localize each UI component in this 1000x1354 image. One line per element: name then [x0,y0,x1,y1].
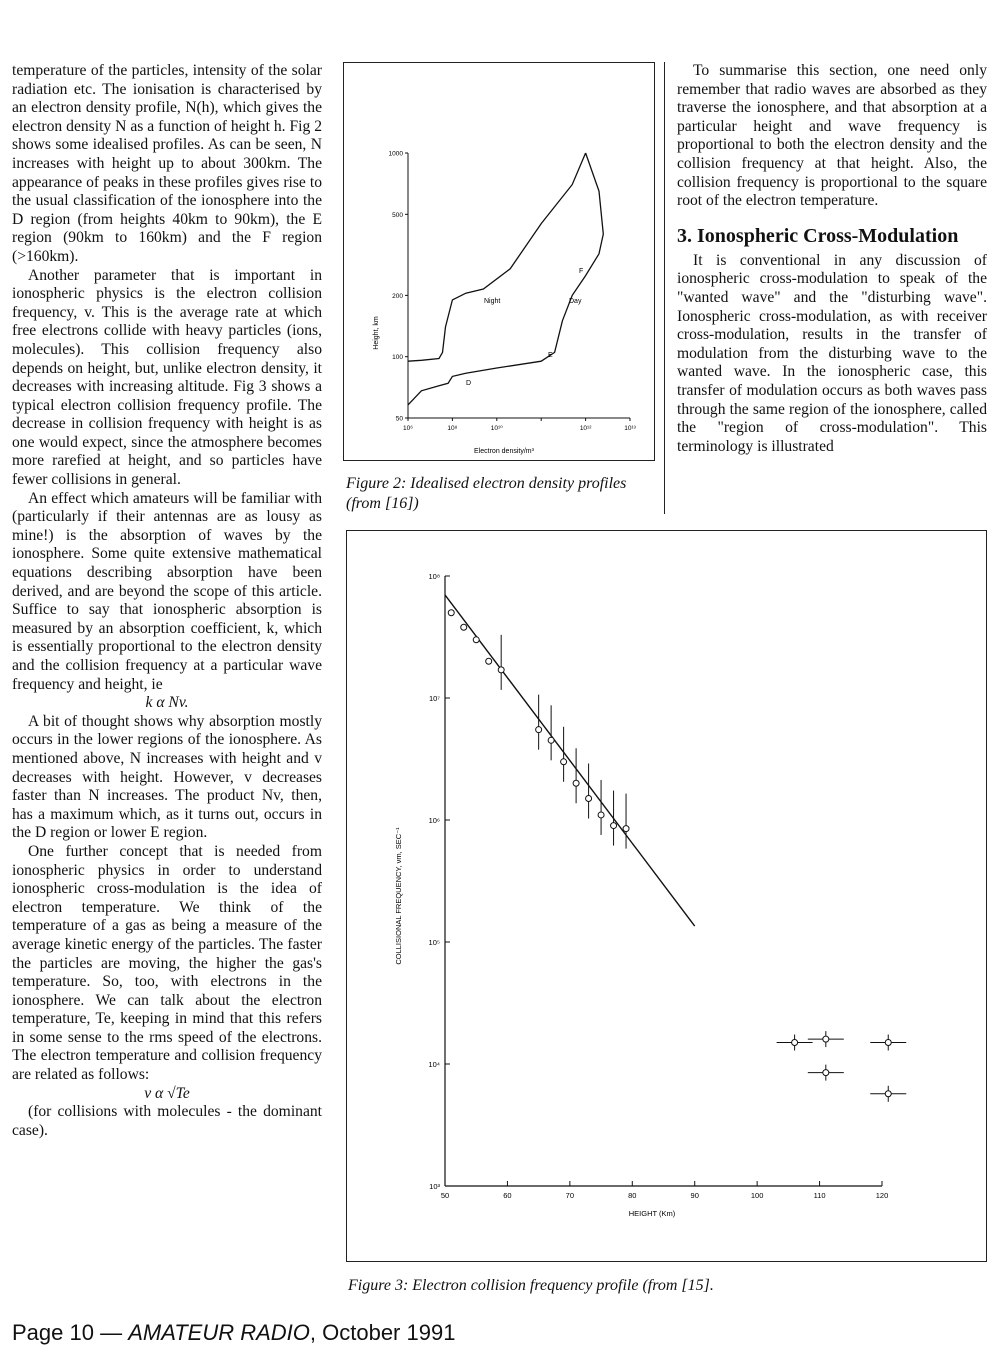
paragraph: A bit of thought shows why absorption mostly occurs in the lower regions of the ionosphere. As mentioned above, N increases with height and v decreases with height. However, v decreases faster than N increases. The product Nv, then, has a maximum which, as it turns out, occurs in the D region or lower E region. [12,712,322,842]
x-tick-label: 90 [690,1191,699,1200]
data-point [536,727,542,733]
y-tick-label: 50 [395,415,403,423]
data-point [461,624,467,630]
column-divider [664,62,665,514]
e-label: E [548,352,553,359]
y-axis-label: COLLISIONAL FREQUENCY, νm, SEC⁻¹ [394,827,403,965]
paragraph: An effect which amateurs will be familiar with (particularly if their antennas are as lousy as mine!) is the absorption of waves by the ionosphere. Some quite extensive mathematical equations describing absorption have been derived, and are beyond the scope of this article. Suffice to say that ionospheric absorption is measured by an absorption coefficient, k, which is essentially proportional to the electron density and the collision frequency at a particular wave frequency and height, ie [12,489,322,693]
y-tick-label: 10⁵ [428,938,440,947]
x-axis-label: Electron density/m³ [474,448,534,455]
x-tick-label: 10¹² [579,425,592,432]
y-tick-label: 10⁶ [428,816,440,825]
x-tick-label: 70 [565,1191,575,1200]
profile-curve-night [408,153,586,361]
data-point [823,1036,829,1042]
issue-date: , October 1991 [309,1320,456,1345]
x-tick-label: 50 [440,1191,450,1200]
x-tick-label: 110 [813,1191,826,1200]
data-point [498,667,504,673]
x-tick-label: 10¹³ [624,425,636,432]
data-point [885,1040,891,1046]
data-point [792,1040,798,1046]
data-point [823,1070,829,1076]
figure-3-chart [347,531,986,1261]
magazine-name: AMATEUR RADIO [128,1320,310,1345]
formula: v α √Te [144,1084,190,1102]
y-tick-label: 10⁷ [428,694,440,703]
y-tick-label: 1000 [388,150,403,158]
x-tick-label: 80 [628,1191,637,1200]
y-tick-label: 200 [392,292,403,300]
figure-3-caption: Figure 3: Electron collision frequency profile (from [15]. [348,1277,714,1294]
data-point [486,658,492,664]
y-tick-label: 100 [392,354,403,362]
profile-curve-day [408,153,603,405]
y-tick-label: 10⁴ [428,1060,440,1069]
x-tick-label: 100 [750,1191,764,1200]
y-tick-label: 10⁸ [428,572,440,581]
data-point [623,826,629,832]
f-label: F [579,268,584,275]
paragraph: To summarise this section, one need only remember that radio waves are absorbed as they traverse the ionosphere, and that absorption at a particular height and wave frequency is proportional to both the electron density and the collision frequency at that height. Also, the collision frequency is proportional to the square root of the electron temperature. [677,62,987,210]
data-point [448,610,454,616]
data-point [586,796,592,802]
section-heading: 3. Ionospheric Cross-Modulation [677,224,959,247]
page-footer [12,1320,455,1346]
right-column [677,62,987,456]
x-tick-label: 10¹⁰ [490,425,503,432]
data-point [885,1091,891,1097]
figure-2-chart [344,63,654,460]
x-axis-label: HEIGHT (Km) [628,1209,676,1218]
data-point [548,737,554,743]
figure-2 [343,62,655,461]
y-tick-label: 10³ [429,1182,440,1191]
paragraph: (for collisions with molecules - the dominant case). [12,1103,322,1139]
data-point [473,637,479,643]
paragraph: temperature of the particles, intensity of the solar radiation etc. The ionisation is characterised by an electron density profile, N(h), which gives the electron density N as a function of height h. Fig 2 shows some idealised profiles. As can be seen, N increases with height up to about 300km. The appearance of peaks in these profiles gives rise to the usual classification of the ionosphere into the D region (from heights 40km to 90km), the E region (90km to 160km) and the F region (>160km). [12,62,322,265]
d-label: D [466,380,472,387]
left-column [12,62,322,1140]
paragraph: It is conventional in any discussion of ionospheric cross-modulation to speak of the "wanted wave" and the "disturbing wave". Ionospheric cross-modulation, as with receiver cross-modulation, results in the transfer of modulation from the disturbing wave to the wanted wave. In the ionospheric case, this transfer of modulation occurs as both waves pass through the same region of the ionosphere, called the "region of cross-modulation". This terminology is illustrated [677,251,987,455]
data-point [598,812,604,818]
x-tick-label: 10⁶ [403,425,413,432]
formula: k α Nv. [145,694,189,712]
x-tick-label: 10⁸ [447,425,458,432]
data-point [561,759,567,765]
paragraph: Another parameter that is important in ionospheric physics is the electron collision frequency, v. This is the average rate at which free electrons collide with heavy particles (ions, molecules). This collision frequency also depends on height, but, unlike electron density, it decreases with increasing altitude. Fig 3 shows a typical electron collision frequency profile. The decrease in collision frequency with height is as one would expect, since the atmosphere becomes more rarefied at height, and so particles have fewer collisions in general. [12,266,322,489]
page-number: Page 10 — [12,1320,129,1345]
paragraph: One further concept that is needed from ionospheric physics in order to understand ionospheric cross-modulation is the idea of electron temperature. We think of the temperature of a gas as being a measure of the average kinetic energy of the particles. The faster the particles are moving, the higher the gas's temperature. So, too, with electrons in the ionosphere. We can talk about the electron temperature, Te, keeping in mind that this refers in some sense to the rms speed of the electrons. The electron temperature and collision frequency are related as follows: [12,842,322,1084]
day-label: Day [569,298,582,305]
y-tick-label: 500 [392,211,403,219]
fit-line [445,595,695,926]
figure-3 [346,530,987,1262]
data-point [573,780,579,786]
night-label: Night [484,298,501,305]
x-tick-label: 120 [875,1191,889,1200]
x-tick-label: 60 [503,1191,512,1200]
y-axis-label: Height, km [373,316,380,350]
data-point [611,823,617,829]
figure-2-caption: Figure 2: Idealised electron density profiles (from [16]) [346,475,627,512]
